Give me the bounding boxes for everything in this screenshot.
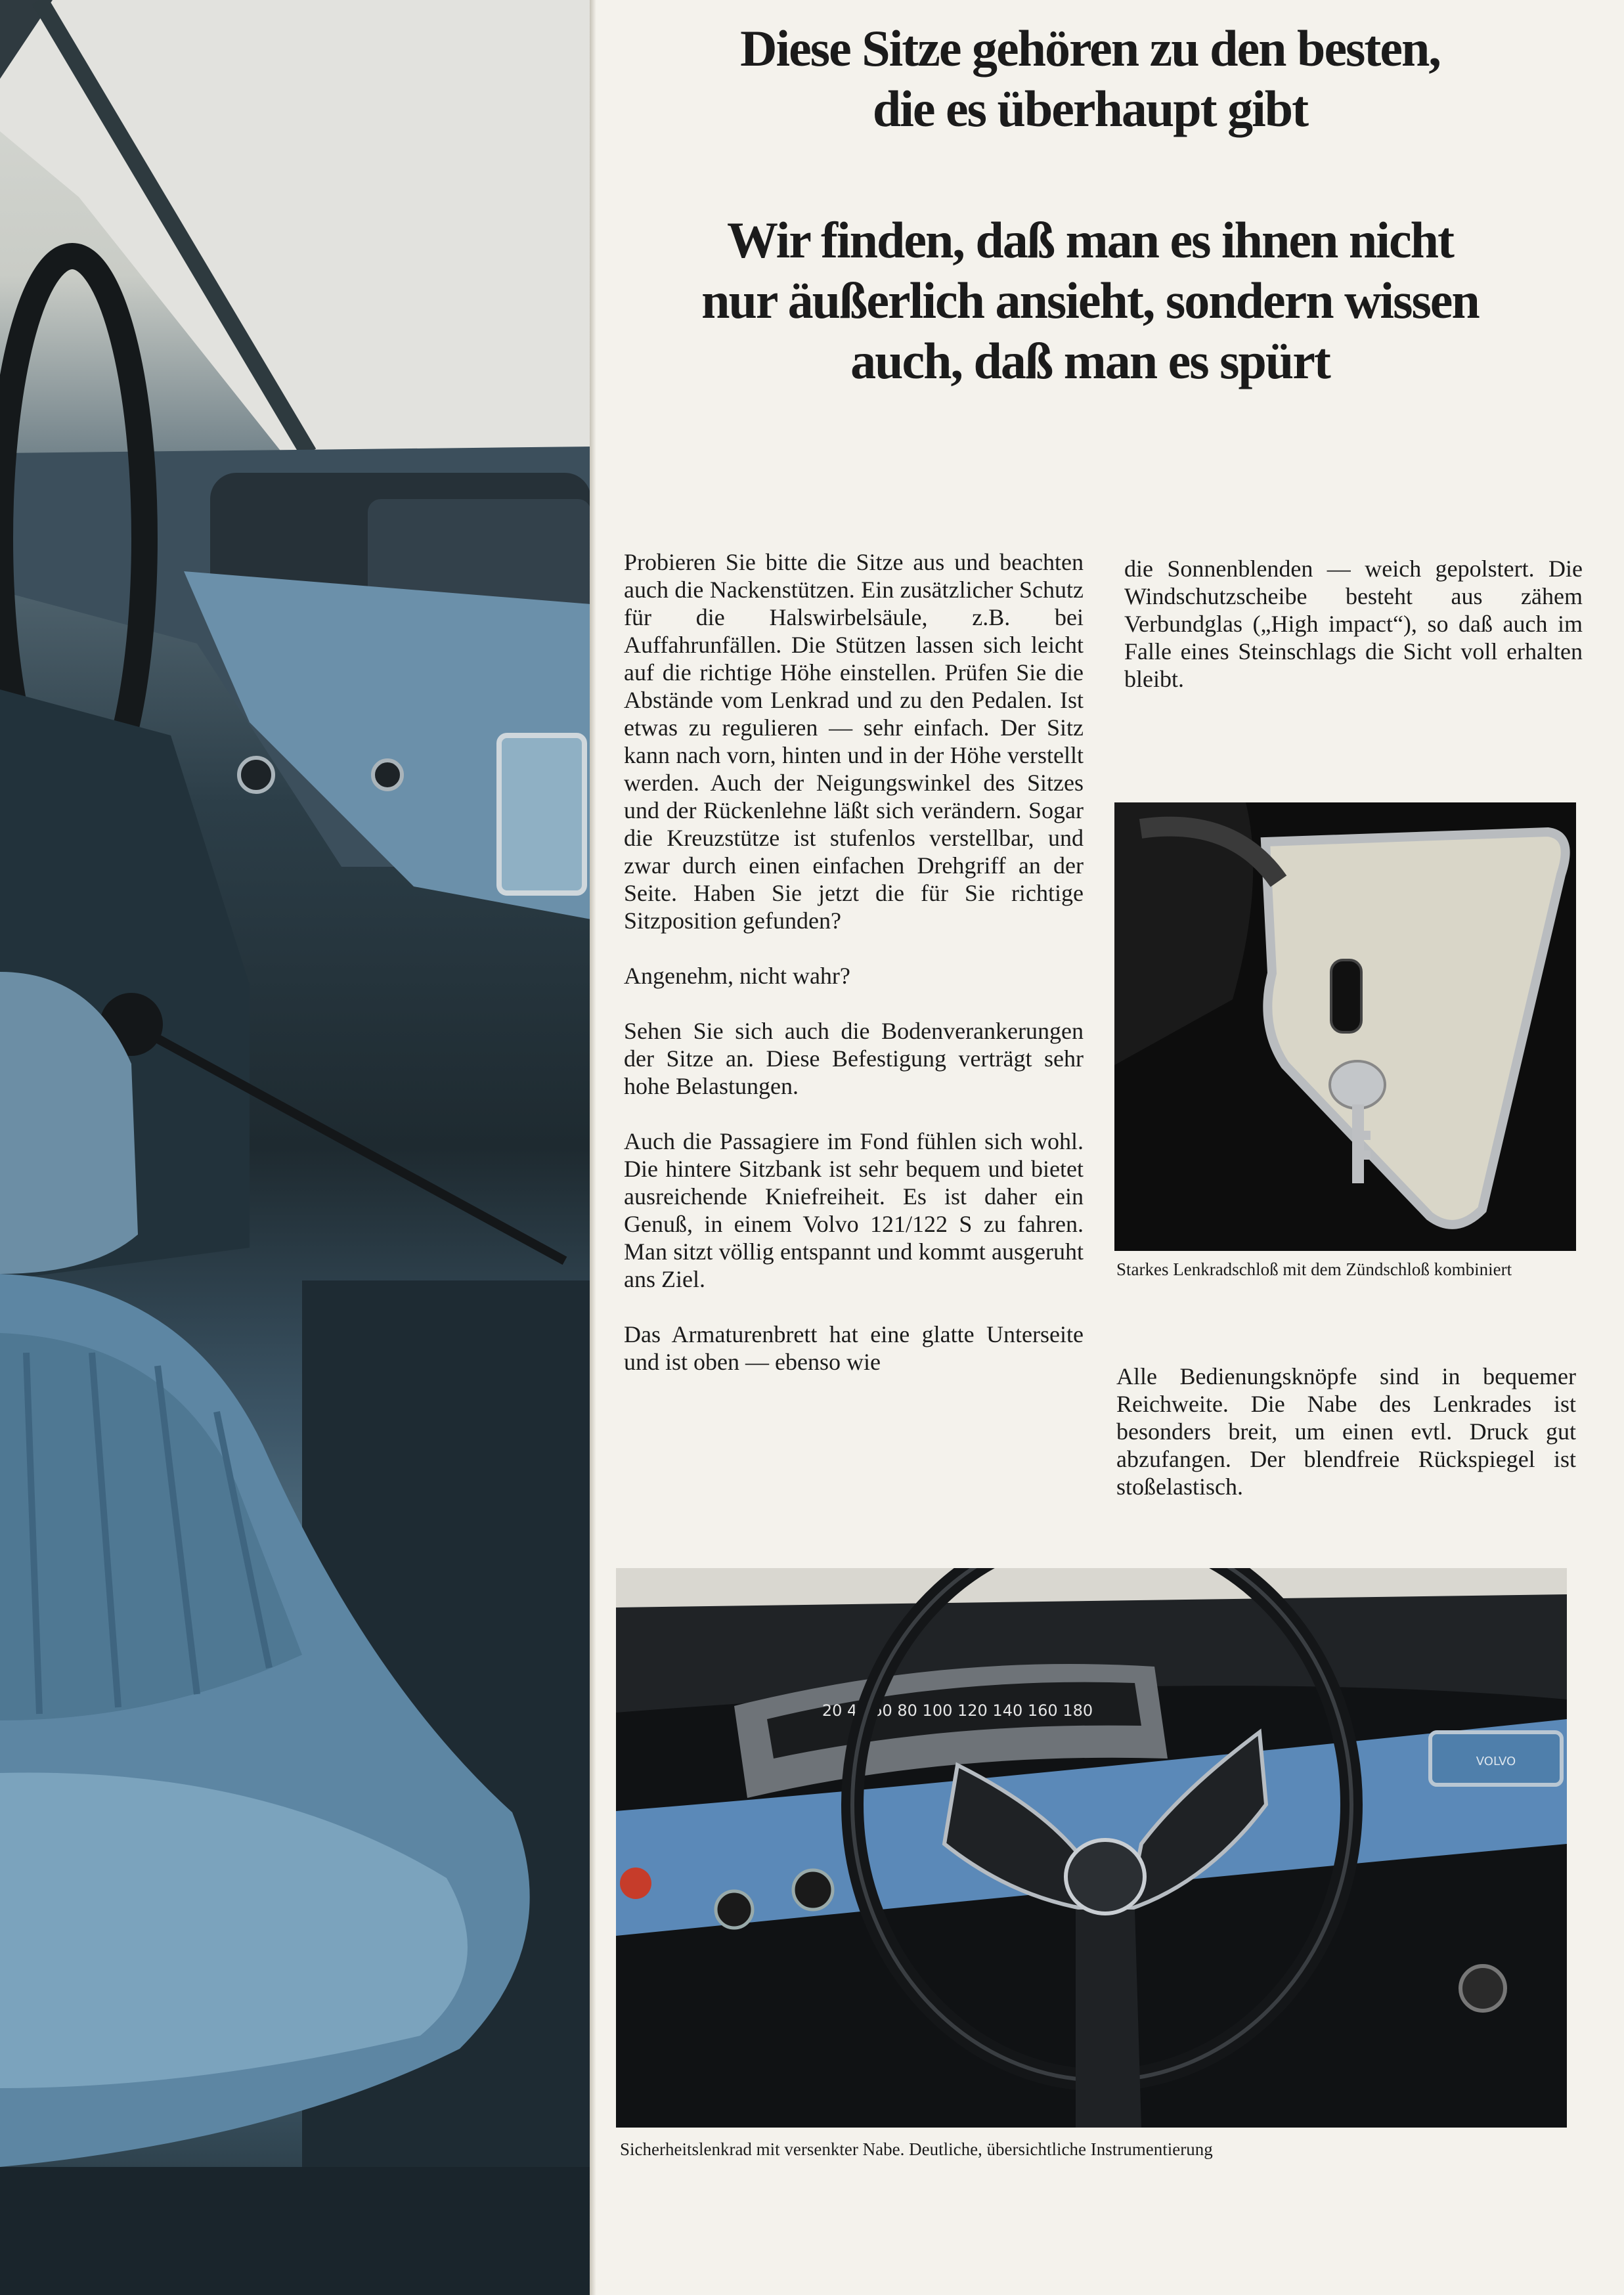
- interior-seats-photo: [0, 0, 591, 2295]
- paragraph: Angenehm, nicht wahr?: [624, 963, 850, 989]
- brand-badge-text: VOLVO: [1476, 1755, 1516, 1768]
- page-title: [617, 18, 1563, 139]
- text-column-right-bottom: [1116, 1363, 1576, 1528]
- text-column-right-top: [1124, 555, 1583, 720]
- subtitle-line-3: auch, daß man es spürt: [850, 332, 1330, 389]
- page-subtitle: [617, 210, 1563, 391]
- paragraph: Alle Bedienungsknöpfe sind in bequemer Reichweite. Die Nabe des Lenkrades ist besonders breit, um einen evtl. Druck gut abzufangen. Der blendfreie Rückspiegel ist stoßelastisch.: [1116, 1363, 1576, 1500]
- page-edge: [590, 0, 596, 2295]
- subtitle-line-1: Wir finden, daß man es ihnen nicht: [727, 211, 1453, 269]
- subtitle-line-2: nur äußerlich ansieht, sondern wissen: [701, 272, 1479, 329]
- paragraph: die Sonnenblenden — weich gepolstert. Die Windschutzscheibe besteht aus zähem Verbundglas („High impact“), so daß auch im Falle eines Steinschlags die Sicht voll erhalten bleibt.: [1124, 556, 1583, 692]
- paragraph: Probieren Sie bitte die Sitze aus und beachten auch die Nackenstützen. Ein zusätzlicher Schutz für die Halswirbelsäule, z.B. bei Auffahrunfällen. Die Stützen lassen sich leicht auf die richtige Höhe einstellen. Prüfen Sie die Abstände vom Lenkrad und zu den Pedalen. Ist etwas zu regulieren — sehr einfach. Der Sitz kann nach vorn, hinten und in der Höhe verstellt werden. Auch der Neigungswinkel des Sitzes und der Rückenlehne läßt sich verändern. Sogar die Kreuzstütze ist stufenlos verstellbar, und zwar durch einen einfachen Drehgriff an der Seite. Haben Sie jetzt die für Sie richtige Sitzposition gefunden?: [624, 549, 1084, 934]
- steering-lock-photo: [1114, 802, 1576, 1251]
- paragraph: Sehen Sie sich auch die Bodenverankerungen der Sitze an. Diese Befestigung verträgt sehr hohe Belastungen.: [624, 1018, 1084, 1099]
- title-line-2: die es überhaupt gibt: [872, 80, 1308, 137]
- title-line-1: Diese Sitze gehören zu den besten,: [740, 20, 1440, 77]
- paragraph: Das Armaturenbrett hat eine glatte Unterseite und ist oben — ebenso wie: [624, 1321, 1084, 1375]
- dashboard-caption: Sicherheitslenkrad mit versenkter Nabe. Deutliche, übersichtliche Instrumentierung: [620, 2139, 1213, 2159]
- dashboard-photo: [616, 1568, 1567, 2128]
- paragraph: Auch die Passagiere im Fond fühlen sich wohl. Die hintere Sitzbank ist sehr bequem und bietet ausreichende Kniefreiheit. Es ist daher ein Genuß, in einem Volvo 121/122 S zu fahren. Man sitzt völlig entspannt und kommt ausgeruht ans Ziel.: [624, 1128, 1084, 1292]
- speedometer-scale: 20 40 60 80 100 120 140 160 180: [822, 1701, 1093, 1720]
- steering-lock-caption: Starkes Lenkradschloß mit dem Zündschloß kombiniert: [1116, 1259, 1512, 1279]
- text-column-left: [624, 548, 1084, 1403]
